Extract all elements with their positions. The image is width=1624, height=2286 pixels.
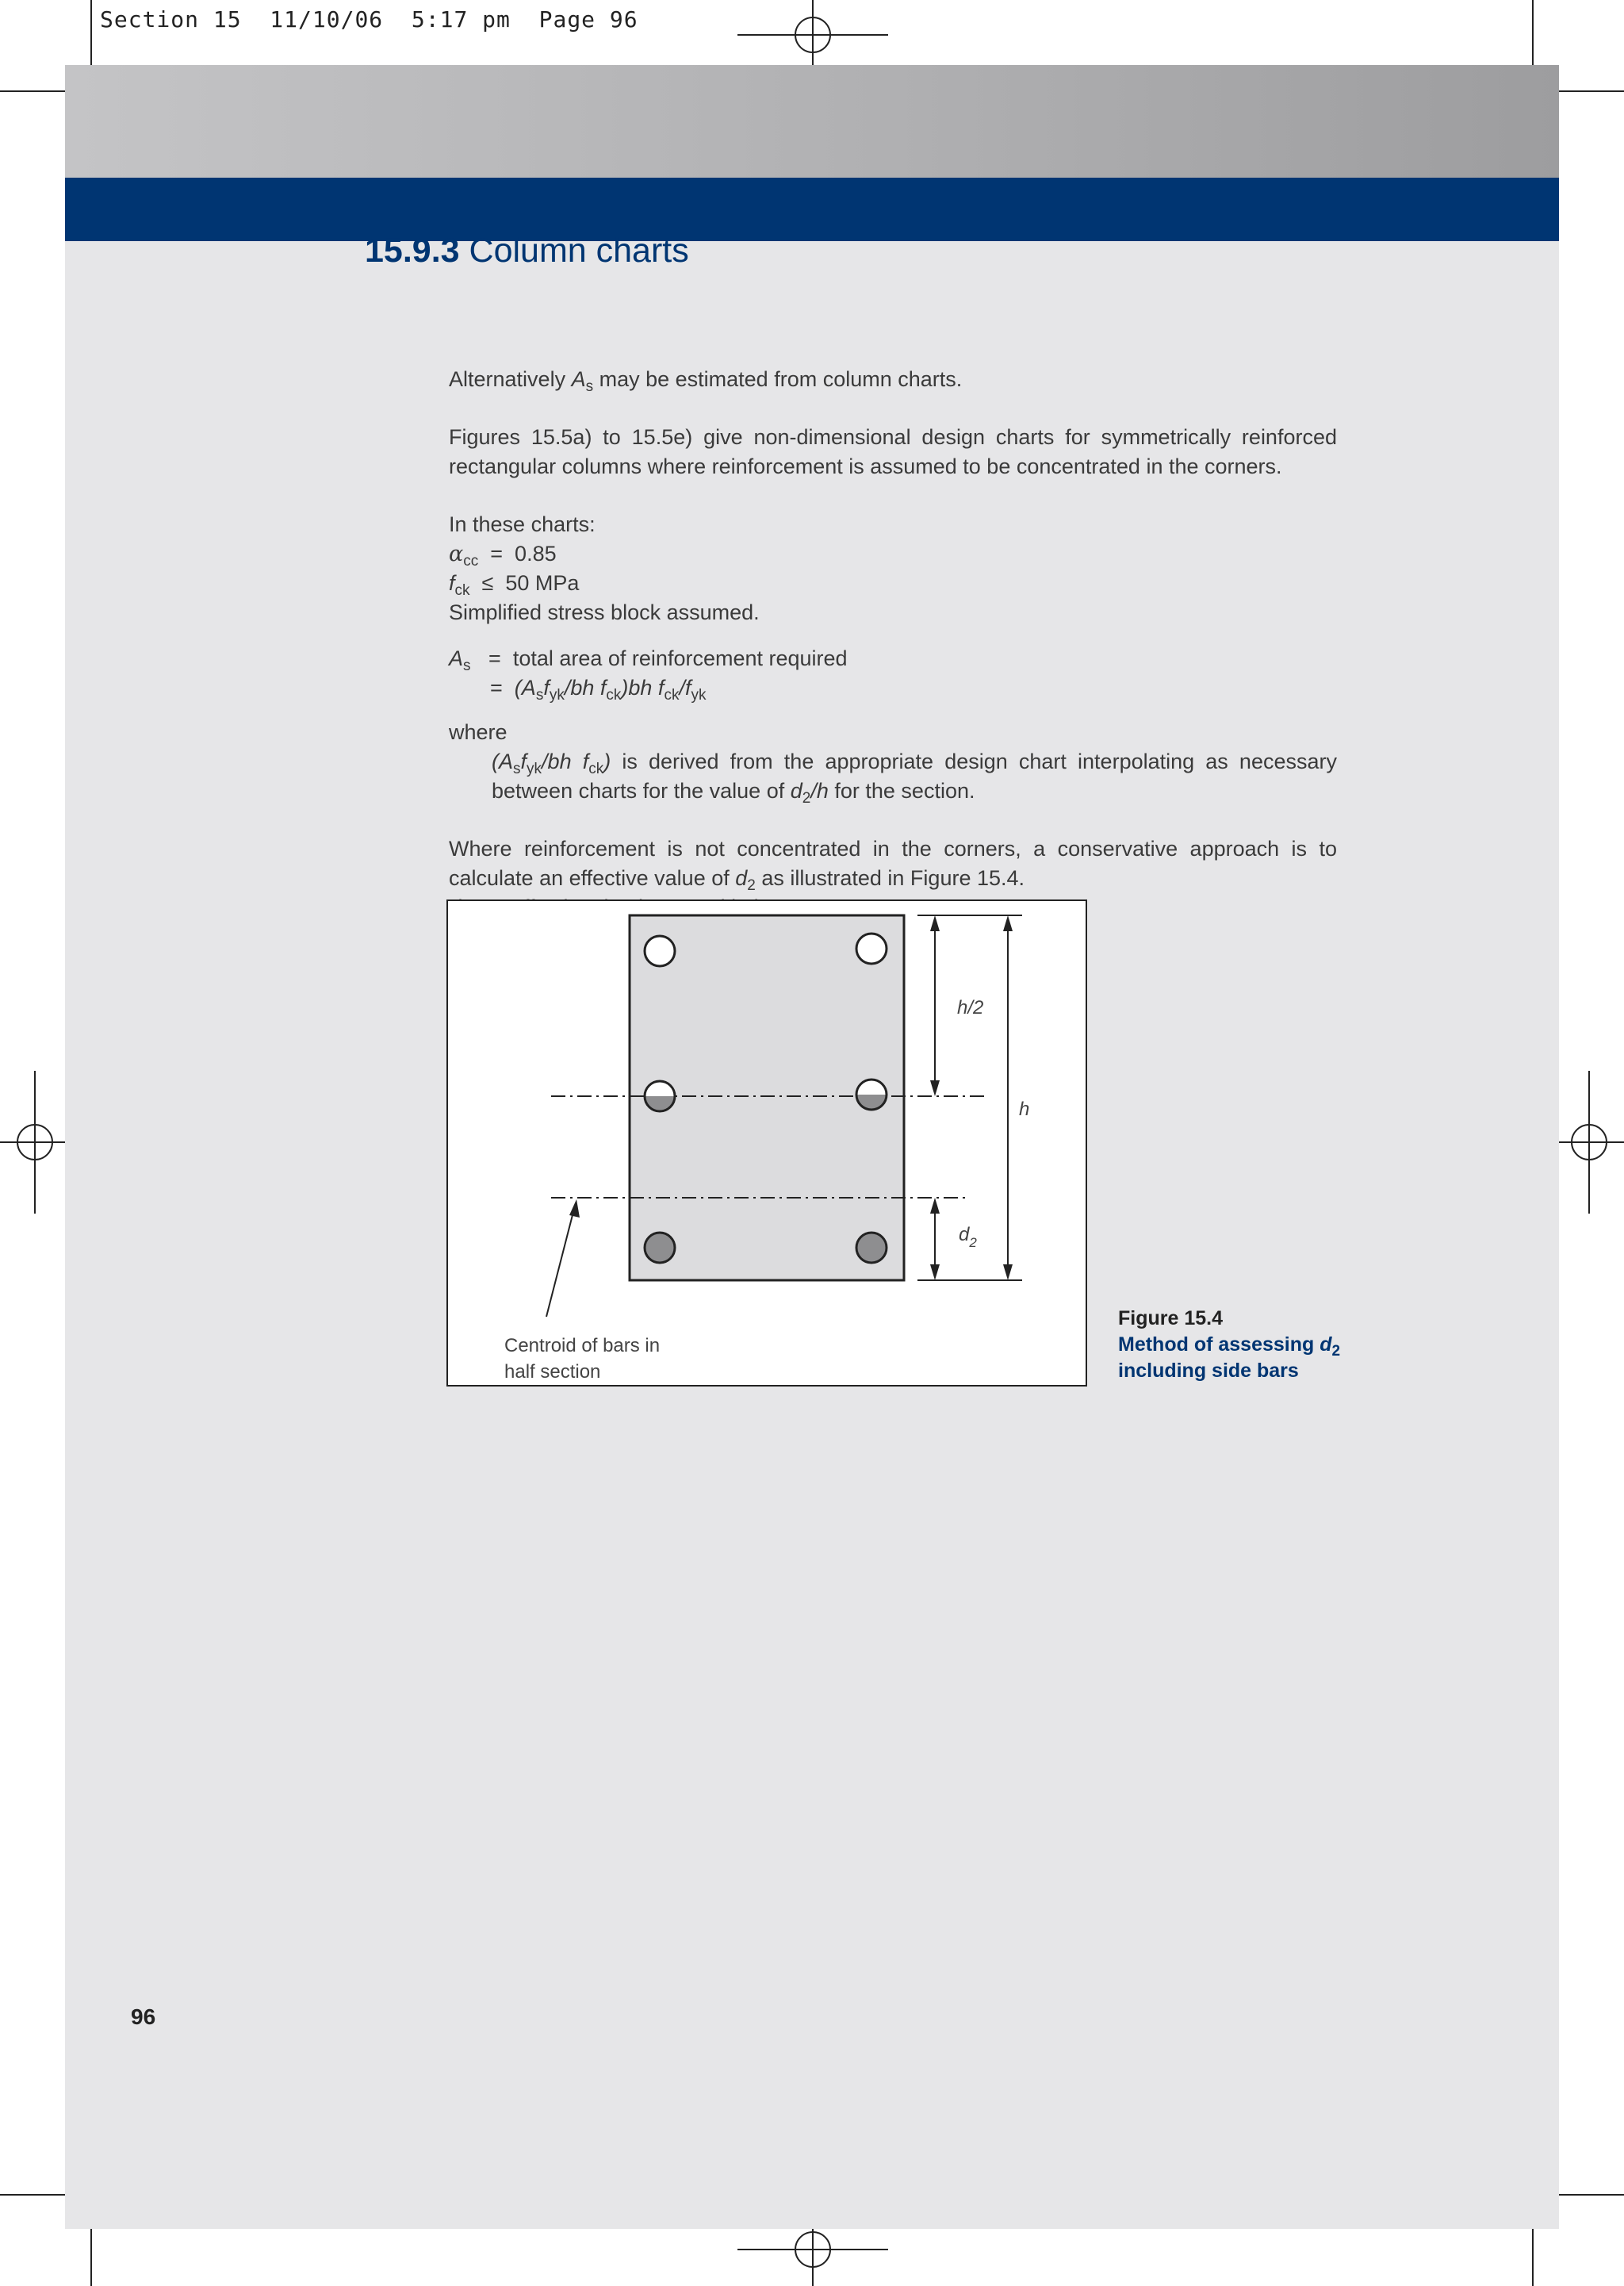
slug-page: Page 96: [538, 6, 638, 33]
where-label: where: [449, 720, 508, 744]
value: 0.85: [515, 542, 557, 566]
arrow-head: [930, 915, 940, 931]
text: including side bars: [1118, 1360, 1299, 1382]
symbol: A: [499, 750, 514, 773]
stress-block-note: Simplified stress block assumed.: [449, 600, 760, 624]
symbol: d: [1320, 1333, 1332, 1356]
symbol: d: [959, 1224, 970, 1245]
text: (: [514, 676, 522, 700]
symbol: A: [571, 367, 586, 391]
symbol: A: [449, 646, 464, 670]
text: /: [564, 676, 571, 700]
figure-caption: [1118, 1306, 1380, 1384]
arrow-head: [930, 1264, 940, 1280]
header-band-blue: [65, 178, 1559, 241]
arrow-head: [1003, 915, 1013, 931]
subscript: 2: [802, 790, 811, 807]
text: ): [621, 676, 629, 700]
text: is derived from the appropriate design chart interpolating as necessary between charts for the value of: [492, 750, 1337, 803]
symbol: bh f: [570, 676, 607, 700]
symbol: A: [521, 676, 536, 700]
charts-intro: In these charts:: [449, 512, 596, 536]
registration-mark-left: [0, 1071, 71, 1214]
subscript: s: [463, 658, 471, 674]
paragraph-alternative: [449, 365, 1337, 394]
subscript: ck: [588, 761, 604, 777]
subscript: yk: [691, 687, 707, 704]
subscript: ck: [454, 582, 470, 599]
operator: ≤: [481, 571, 494, 595]
section-number: 15.9.3: [365, 232, 460, 270]
where-explanation: [449, 747, 1337, 806]
label-h-half: h/2: [957, 997, 984, 1018]
fck-condition: [449, 569, 1337, 598]
operator: =: [490, 676, 503, 700]
registration-mark-top: [737, 0, 888, 71]
section-title: Column charts: [469, 232, 689, 270]
subscript: s: [585, 378, 594, 395]
text: Where reinforcement is not concentrated in the corners, a conservative approach is to calculate an effective value of: [449, 837, 1337, 890]
subscript: ck: [664, 687, 680, 704]
bar-bottom-left: [645, 1233, 675, 1263]
centroid-label-line1: Centroid of bars in: [504, 1335, 661, 1356]
crop-mark: [0, 2194, 71, 2196]
subscript: s: [513, 761, 521, 777]
registration-mark-right: [1553, 1071, 1624, 1214]
symbol: bh f: [628, 676, 665, 700]
text: /: [679, 676, 685, 700]
text: /: [542, 750, 548, 773]
text: Method of assessing: [1118, 1333, 1320, 1356]
as-definition: [449, 644, 1337, 703]
figure-15-4: [446, 899, 1087, 1387]
symbol: f: [684, 676, 691, 700]
column-section-diagram: [448, 901, 1086, 1385]
bar-top-right: [856, 934, 887, 964]
bar-top-left: [645, 936, 675, 966]
symbol: d: [735, 866, 748, 890]
as-row: [449, 644, 1337, 673]
label-d2: [959, 1224, 977, 1250]
slug-date: 11/10/06: [270, 6, 384, 33]
crop-mark: [90, 0, 92, 71]
symbol: /h: [810, 779, 829, 803]
arrow-head: [930, 1080, 940, 1096]
centroid-pointer-line: [546, 1209, 574, 1317]
subscript: cc: [463, 553, 479, 570]
symbol: f: [543, 676, 550, 700]
arrow-head: [930, 1198, 940, 1214]
paragraph-figures: Figures 15.5a) to 15.5e) give non-dimensional design charts for symmetrically reinforced rectangular columns where reinforcement is assumed to be concentrated in the corners.: [449, 425, 1337, 478]
arrow-head: [569, 1199, 580, 1218]
slug-time: 5:17 pm: [411, 6, 511, 33]
as-formula: [449, 673, 1337, 703]
subscript: yk: [527, 761, 542, 777]
subscript: 2: [747, 877, 756, 894]
operator: =: [488, 646, 501, 670]
crop-mark: [1532, 0, 1534, 71]
symbol: d: [790, 779, 802, 803]
crop-mark: [0, 90, 71, 92]
symbol: α: [449, 542, 464, 566]
subscript: ck: [606, 687, 622, 704]
header-band-grey: [65, 65, 1559, 178]
slug-section: Section 15: [100, 6, 242, 33]
text: for the section.: [828, 779, 975, 803]
text: as illustrated in Figure 15.4.: [755, 866, 1025, 890]
paragraph-where-reinforcement: [449, 834, 1337, 893]
figure-title: [1118, 1332, 1380, 1384]
operator: =: [490, 542, 504, 566]
text: total area of reinforcement required: [512, 646, 848, 670]
charts-conditions: [449, 510, 1337, 627]
value: 50 MPa: [505, 571, 580, 595]
subscript: yk: [549, 687, 565, 704]
figure-number: Figure 15.4: [1118, 1307, 1223, 1329]
arrow-head: [1003, 1264, 1013, 1280]
subscript: 2: [1331, 1343, 1341, 1360]
alpha-condition: [449, 539, 1337, 569]
subscript: s: [535, 687, 544, 704]
symbol: bh f: [547, 750, 589, 773]
text: may be estimated from column charts.: [593, 367, 963, 391]
where-block: [449, 718, 1337, 806]
centroid-label-line2: half section: [504, 1361, 601, 1383]
bar-bottom-right: [856, 1233, 887, 1263]
text: ): [603, 750, 611, 773]
page-number: 96: [131, 2004, 156, 2029]
print-slug: [100, 6, 638, 33]
subscript: 2: [969, 1235, 977, 1250]
section-heading: [365, 232, 689, 270]
crop-mark: [1553, 2194, 1624, 2196]
symbol: f: [520, 750, 527, 773]
text: Alternatively: [449, 367, 572, 391]
symbol: f: [449, 571, 455, 595]
label-h: h: [1019, 1099, 1030, 1120]
text: (: [492, 750, 499, 773]
crop-mark: [1553, 90, 1624, 92]
